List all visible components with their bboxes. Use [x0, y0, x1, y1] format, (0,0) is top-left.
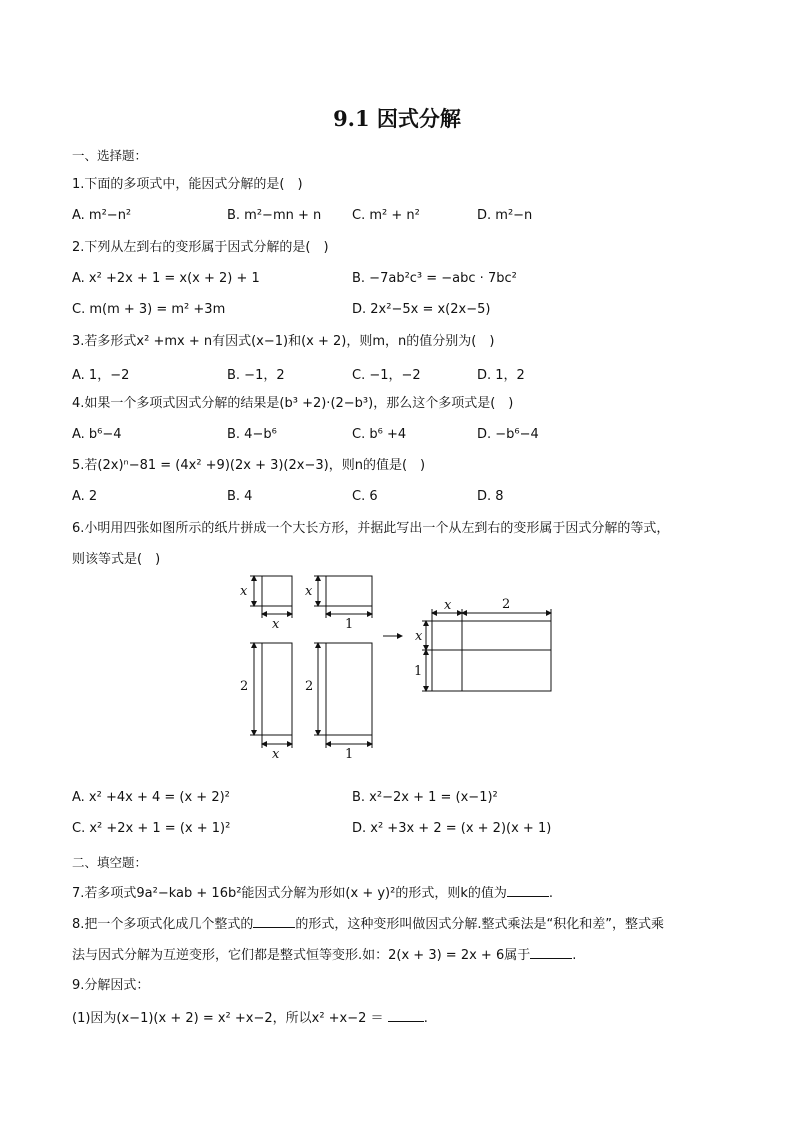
- q6-option-a[interactable]: A. x² +4x + 4 = (x + 2)²: [72, 790, 230, 805]
- question-7: [72, 884, 553, 902]
- q5-option-a[interactable]: A. 2: [72, 489, 98, 504]
- q1-option-b[interactable]: B. m²−mn + n: [227, 208, 322, 223]
- question-3-stem: 3.若多形式x² +mx + n有因式(x−1)和(x + 2)，则m，n的值分别为( ): [72, 334, 495, 349]
- question-9-sub1: [72, 1009, 428, 1027]
- q8-text-1: 8.把一个多项式化成几个整式的: [72, 917, 254, 932]
- q8-text-4: .: [572, 948, 577, 963]
- q2-option-c[interactable]: C. m(m + 3) = m² +3m: [72, 302, 226, 317]
- section-heading-choice: 一、选择题：: [72, 148, 148, 163]
- q3-option-a[interactable]: A. 1，−2: [72, 368, 130, 383]
- q4-option-b[interactable]: B. 4−b⁶: [227, 427, 277, 442]
- question-1-stem: 1.下面的多项式中，能因式分解的是( ): [72, 177, 303, 192]
- q4-option-c[interactable]: C. b⁶ +4: [352, 427, 407, 442]
- label-x: x: [444, 598, 452, 613]
- q1-option-d[interactable]: D. m²−n: [477, 208, 533, 223]
- question-9-stem: 9.分解因式：: [72, 978, 150, 993]
- q8-text-2: 的形式，这种变形叫做因式分解.整式乘法是“积化和差”，整式乘: [295, 917, 665, 932]
- q6-option-b[interactable]: B. x²−2x + 1 = (x−1)²: [352, 790, 498, 805]
- q4-option-a[interactable]: A. b⁶−4: [72, 427, 122, 442]
- q9-sub1-text: (1)因为(x−1)(x + 2) = x² +x−2，所以x² +x−2 ＝: [72, 1011, 388, 1026]
- q7-text: 7.若多项式9a²−kab + 16b²能因式分解为形如(x + y)²的形式，则k的值为: [72, 886, 507, 901]
- q2-option-a[interactable]: A. x² +2x + 1 = x(x + 2) + 1: [72, 271, 260, 286]
- q7-answer-blank[interactable]: [507, 884, 549, 897]
- label-1: 1: [414, 664, 423, 679]
- q6-option-d[interactable]: D. x² +3x + 2 = (x + 2)(x + 1): [352, 821, 552, 836]
- q1-option-c[interactable]: C. m² + n²: [352, 208, 420, 223]
- q3-option-d[interactable]: D. 1，2: [477, 368, 525, 383]
- assembled-rectangle: [432, 621, 551, 691]
- label-2: 2: [305, 679, 314, 694]
- question-6-stem-line2: 则该等式是( ): [72, 552, 161, 567]
- q1-option-a[interactable]: A. m²−n²: [72, 208, 132, 223]
- page-title: 9.1 因式分解: [333, 106, 461, 131]
- label-1: 1: [345, 617, 354, 632]
- q3-option-c[interactable]: C. −1，−2: [352, 368, 421, 383]
- q4-option-d[interactable]: D. −b⁶−4: [477, 427, 539, 442]
- label-x: x: [272, 617, 280, 632]
- question-2-stem: 2.下列从左到右的变形属于因式分解的是( ): [72, 240, 329, 255]
- q5-option-c[interactable]: C. 6: [352, 489, 378, 504]
- label-x: x: [240, 584, 248, 599]
- label-x: x: [272, 747, 280, 762]
- q5-option-b[interactable]: B. 4: [227, 489, 253, 504]
- label-2: 2: [240, 679, 249, 694]
- question-5-stem: 5.若(2x)ⁿ−81 = (4x² +9)(2x + 3)(2x−3)，则n的值是( ): [72, 458, 426, 473]
- q2-option-d[interactable]: D. 2x²−5x = x(2x−5): [352, 302, 491, 317]
- q9-sub1-period: .: [423, 1011, 428, 1026]
- q2-option-b[interactable]: B. −7ab²c³ = −abc · 7bc²: [352, 271, 517, 286]
- label-2: 2: [502, 597, 511, 612]
- question-8-line2: [72, 946, 576, 964]
- label-x: x: [305, 584, 313, 599]
- q3-option-b[interactable]: B. −1，2: [227, 368, 285, 383]
- question-8-line1: [72, 915, 664, 933]
- section-heading-fill: 二、填空题：: [72, 855, 148, 870]
- question-6-stem-line1: 6.小明用四张如图所示的纸片拼成一个大长方形，并据此写出一个从左到右的变形属于因式分解的等式，: [72, 521, 670, 536]
- label-x: x: [415, 629, 423, 644]
- q8-text-3: 法与因式分解为互逆变形，它们都是整式恒等变形.如：2(x + 3) = 2x + 6属于: [72, 948, 531, 963]
- q5-option-d[interactable]: D. 8: [477, 489, 504, 504]
- piece-square-x: [262, 576, 292, 606]
- q9-sub1-answer-blank[interactable]: [388, 1009, 424, 1022]
- q8-answer-blank-1[interactable]: [253, 915, 295, 928]
- piece-rect-x-by-1: [326, 576, 372, 606]
- q6-option-c[interactable]: C. x² +2x + 1 = (x + 1)²: [72, 821, 231, 836]
- label-1: 1: [345, 747, 354, 762]
- q8-answer-blank-2[interactable]: [530, 946, 572, 959]
- piece-rect-2-by-x: [262, 643, 292, 735]
- piece-rect-2-by-1: [326, 643, 372, 735]
- question-4-stem: 4.如果一个多项式因式分解的结果是(b³ +2)·(2−b³)，那么这个多项式是( ): [72, 396, 514, 411]
- q7-period: .: [548, 886, 553, 901]
